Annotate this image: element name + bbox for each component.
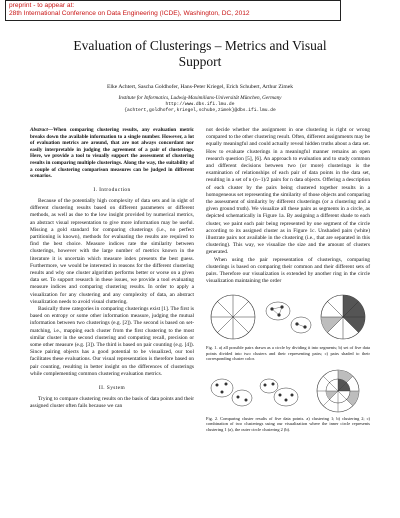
figure-2b-clustering-2 (260, 379, 298, 406)
section-heading-introduction: I. Introduction (93, 186, 131, 193)
preprint-notice (5, 0, 341, 21)
right-paragraph-2: When using the pair representation of clusterings, comparing clusterings is based on comparing their common and their different sets of pairs. Therefore our visualization is extended by another ring in the circle visualization maintaining the order (206, 256, 370, 285)
preprint-venue: 28th International Conference on Data Engineering (ICDE), Washington, DC, 2012 (9, 9, 250, 17)
figure-1-diagrams (206, 291, 370, 343)
right-column (206, 127, 370, 436)
abstract-lead: Abstract— (30, 127, 54, 133)
intro-paragraph-2: Basically three categories in comparing clusterings exist [1]. The first is based on entropy or some other information measure, judging the mutual information between two clusterings (e.g. [2]). The second is based on set-matching, i.e., mapping each cluster from the first clustering to the most similar cluster in the second clustering and computing recall, precision or some other measure (e.g. [3]). The third is based on pair counting (e.g. [4]). Since pairing objects has a good potential to be visualized, our tool facilitates these evaluations. Our visual representation is therefore based on pair counting, resulting in better insight on the differences of clusterings while complementing common clustering evaluation metrics. (30, 306, 194, 377)
left-column (30, 127, 194, 411)
abstract (30, 127, 194, 180)
title-line-2: Support (178, 54, 222, 69)
figure-1-caption: Fig. 1. a) all possible pairs drawn as a circle by dividing it into segments; b) set of five data points divided into two clusters and their representing pairs; c) pairs shaded to their corresponding cluster color. (206, 345, 370, 362)
abstract-text: When comparing clustering results, any evaluation metric breaks down the available information to a single number. However, a lot of evaluation metrics are around, that are not always concordant nor easily interpretable in judging the agreement of a pair of clusterings. Here, we provide a tool to visually support the assessment of clustering results in comparing multiple clusterings. Along the way, the suitability of a couple of clustering comparison measures can be judged in different scenarios. (30, 127, 194, 180)
right-paragraph-1: not decide whether the assignment in one clustering is right or wrong compared to the other clustering result. Often, different assignments may be equally meaningful and could actually reveal hidden truths about a data set. How to evaluate clusterings in a meaningful manner remains an open research question [5], [6]. An approach to evaluation and to study common and different decisions between two (or more) clusterings is the examination of relationships of each pair of data points in the data set, resulting in a set of n·(n−1)/2 pairs for n data objects. Offering a description of each cluster by the pairs being clustered together results in a homogeneous set representing the similarity of those objects and comparing the assessment of similarity by different clusterings (or a clustering and a given ground truth). We visualize all these pairs as segments in a circle, as depicted schematically in Figure 1a. By assigning a different shade to each cluster, we paint each pair being represented by one segment of the circle according to its assigned cluster as in Figure 1c. Unshaded pairs (white) illustrate pairs not available in the clustering (i.e., that are separated in this clustering). This way, we visualize the size and the amount of clusters generated. (206, 127, 371, 256)
author-list: Elke Achtert, Sascha Goldhofer, Hans-Peter Kriegel, Erich Schubert, Arthur Zimek (106, 84, 294, 90)
figure-1b-data-points (266, 302, 311, 333)
figure-1a-segment-circle (211, 295, 255, 339)
contact-block (0, 102, 400, 114)
author-emails: {achtert,goldhofer,kriegel,schube,zimek}@dbs.ifi.lmu.de (124, 108, 276, 113)
institution: Institute for Informatics, Ludwig-Maximilians-Universität München, Germany (118, 95, 282, 101)
figure-2-diagrams (206, 368, 370, 414)
figure-1c-shaded-circle (321, 295, 365, 339)
section-heading-system: II. System (98, 385, 126, 392)
institution-url: http://www.dbs.ifi.lmu.de (165, 102, 235, 107)
figure-2c-combined-rings (317, 370, 359, 412)
intro-paragraph-1: Because of the potentially high complexity of data sets and in sight of different clustering results based on different parameters or different methods, as well as due to the low insight provided by numerical metrics, an abstract visual representation to give more information may be useful. Missing a gold standard for comparing clusterings (i.e., no perfect partitioning is known), methods for evaluating the results are required to find the best choice. Measure indices rate the similarity between clusterings, however with the large number of metrics known in the literature it is uncertain which measure index presents the best guess. Furthermore, we would be interested in reasons for the different clustering results and why one cluster algorithm performs better or worse on a given data set. To support research in these issues, we provide a tool evaluating measure indices and comparing clustering results. In order to apply a visualization for any clustering and any complexity of data, an abstract visualization needs to avoid visual cluttering. (30, 197, 194, 305)
figure-2-caption: Fig. 2. Comparing cluster results of five data points. a) clustering 1; b) clustering 2; c) combination of two clusterings using our visualization where the inner circle represents clustering 1 (a), the outer circle clustering 2 (b). (206, 415, 370, 432)
figure-1 (206, 291, 370, 362)
preprint-label: preprint - to appear at: (9, 2, 75, 9)
figure-2 (206, 368, 370, 433)
title-line-1: Evaluation of Clusterings – Metrics and Visual (73, 38, 327, 53)
system-paragraph-1: Trying to compare clustering results on the basis of data points and their assigned cluster often fails because we can (30, 396, 194, 410)
figure-2a-clustering-1 (211, 379, 252, 406)
paper-title (0, 38, 400, 70)
